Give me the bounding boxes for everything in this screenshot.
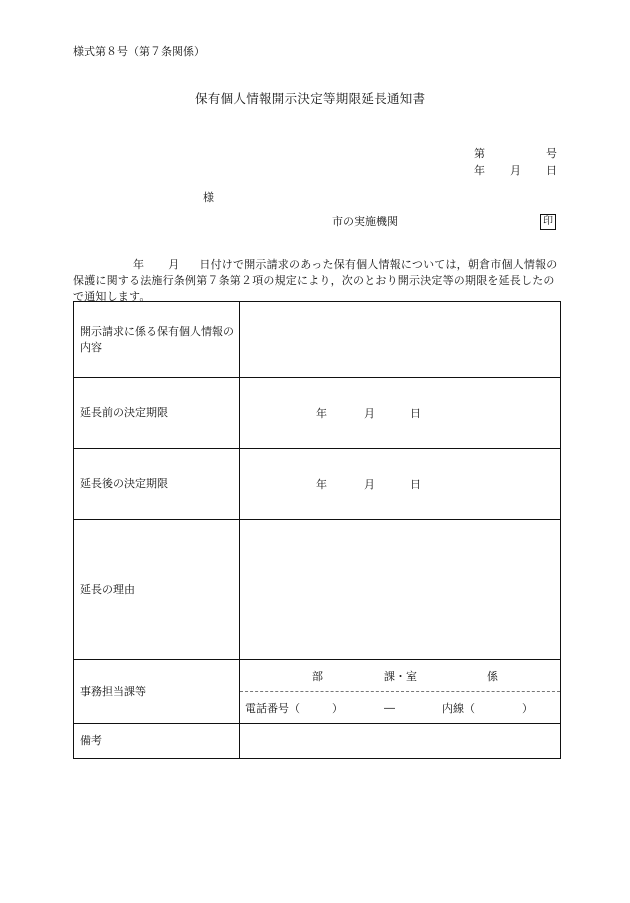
row-before-deadline xyxy=(74,378,561,449)
office-label: 事務担当課等 xyxy=(74,660,240,724)
after-deadline-label: 延長後の決定期限 xyxy=(74,449,240,520)
addressee-suffix: 様 xyxy=(203,191,214,204)
after-year: 年 xyxy=(316,478,327,491)
reason-field[interactable] xyxy=(240,520,561,660)
phone-dash: ― xyxy=(384,701,395,714)
extension-close: ） xyxy=(522,701,533,715)
after-day: 日 xyxy=(410,478,421,491)
section-label: 課・室 xyxy=(384,669,417,683)
remarks-field[interactable] xyxy=(240,724,561,759)
date-year-label: 年 xyxy=(474,164,485,177)
office-department-line xyxy=(240,660,560,692)
extension-label: 内線（ xyxy=(442,701,475,715)
number-suffix: 号 xyxy=(546,147,557,160)
before-deadline-field[interactable] xyxy=(240,378,561,449)
extension-form-table xyxy=(73,301,561,759)
before-deadline-label: 延長前の決定期限 xyxy=(74,378,240,449)
row-after-deadline xyxy=(74,449,561,520)
row-request-content xyxy=(74,302,561,378)
after-deadline-field[interactable] xyxy=(240,449,561,520)
row-remarks xyxy=(74,724,561,759)
date-month-label: 月 xyxy=(510,164,521,177)
request-content-field[interactable] xyxy=(240,302,561,378)
row-office xyxy=(74,660,561,724)
document-title: 保有個人情報開示決定等期限延長通知書 xyxy=(195,91,426,106)
after-month: 月 xyxy=(364,478,375,491)
phone-label: 電話番号（ xyxy=(245,701,300,715)
issuer-name: 市の実施機関 xyxy=(332,215,398,228)
body-text: 日付けで開示請求のあった保有個人情報については，朝倉市個人情報の保護に関する法施行条例第７条第２項の規定により，次のとおり開示決定等の期限を延長したので通知します。 xyxy=(73,258,558,303)
phone-close: ） xyxy=(332,701,343,715)
seal-mark: 印 xyxy=(540,214,556,230)
remarks-label: 備考 xyxy=(74,724,240,759)
date-day-label: 日 xyxy=(546,164,557,177)
dept-label: 部 xyxy=(312,669,323,683)
before-month: 月 xyxy=(364,407,375,420)
office-phone-line xyxy=(240,692,560,723)
form-number: 様式第８号（第７条関係） xyxy=(73,45,205,58)
before-year: 年 xyxy=(316,407,327,420)
subsection-label: 係 xyxy=(487,669,498,683)
before-day: 日 xyxy=(410,407,421,420)
body-year: 年 xyxy=(133,258,145,271)
reason-label: 延長の理由 xyxy=(74,520,240,660)
notice-body xyxy=(73,257,565,305)
row-reason xyxy=(74,520,561,660)
office-field[interactable] xyxy=(240,660,561,724)
number-prefix: 第 xyxy=(474,147,485,160)
request-content-label: 開示請求に係る保有個人情報の内容 xyxy=(74,302,240,378)
document-number-date-block xyxy=(474,145,560,179)
body-month: 月 xyxy=(168,258,180,271)
